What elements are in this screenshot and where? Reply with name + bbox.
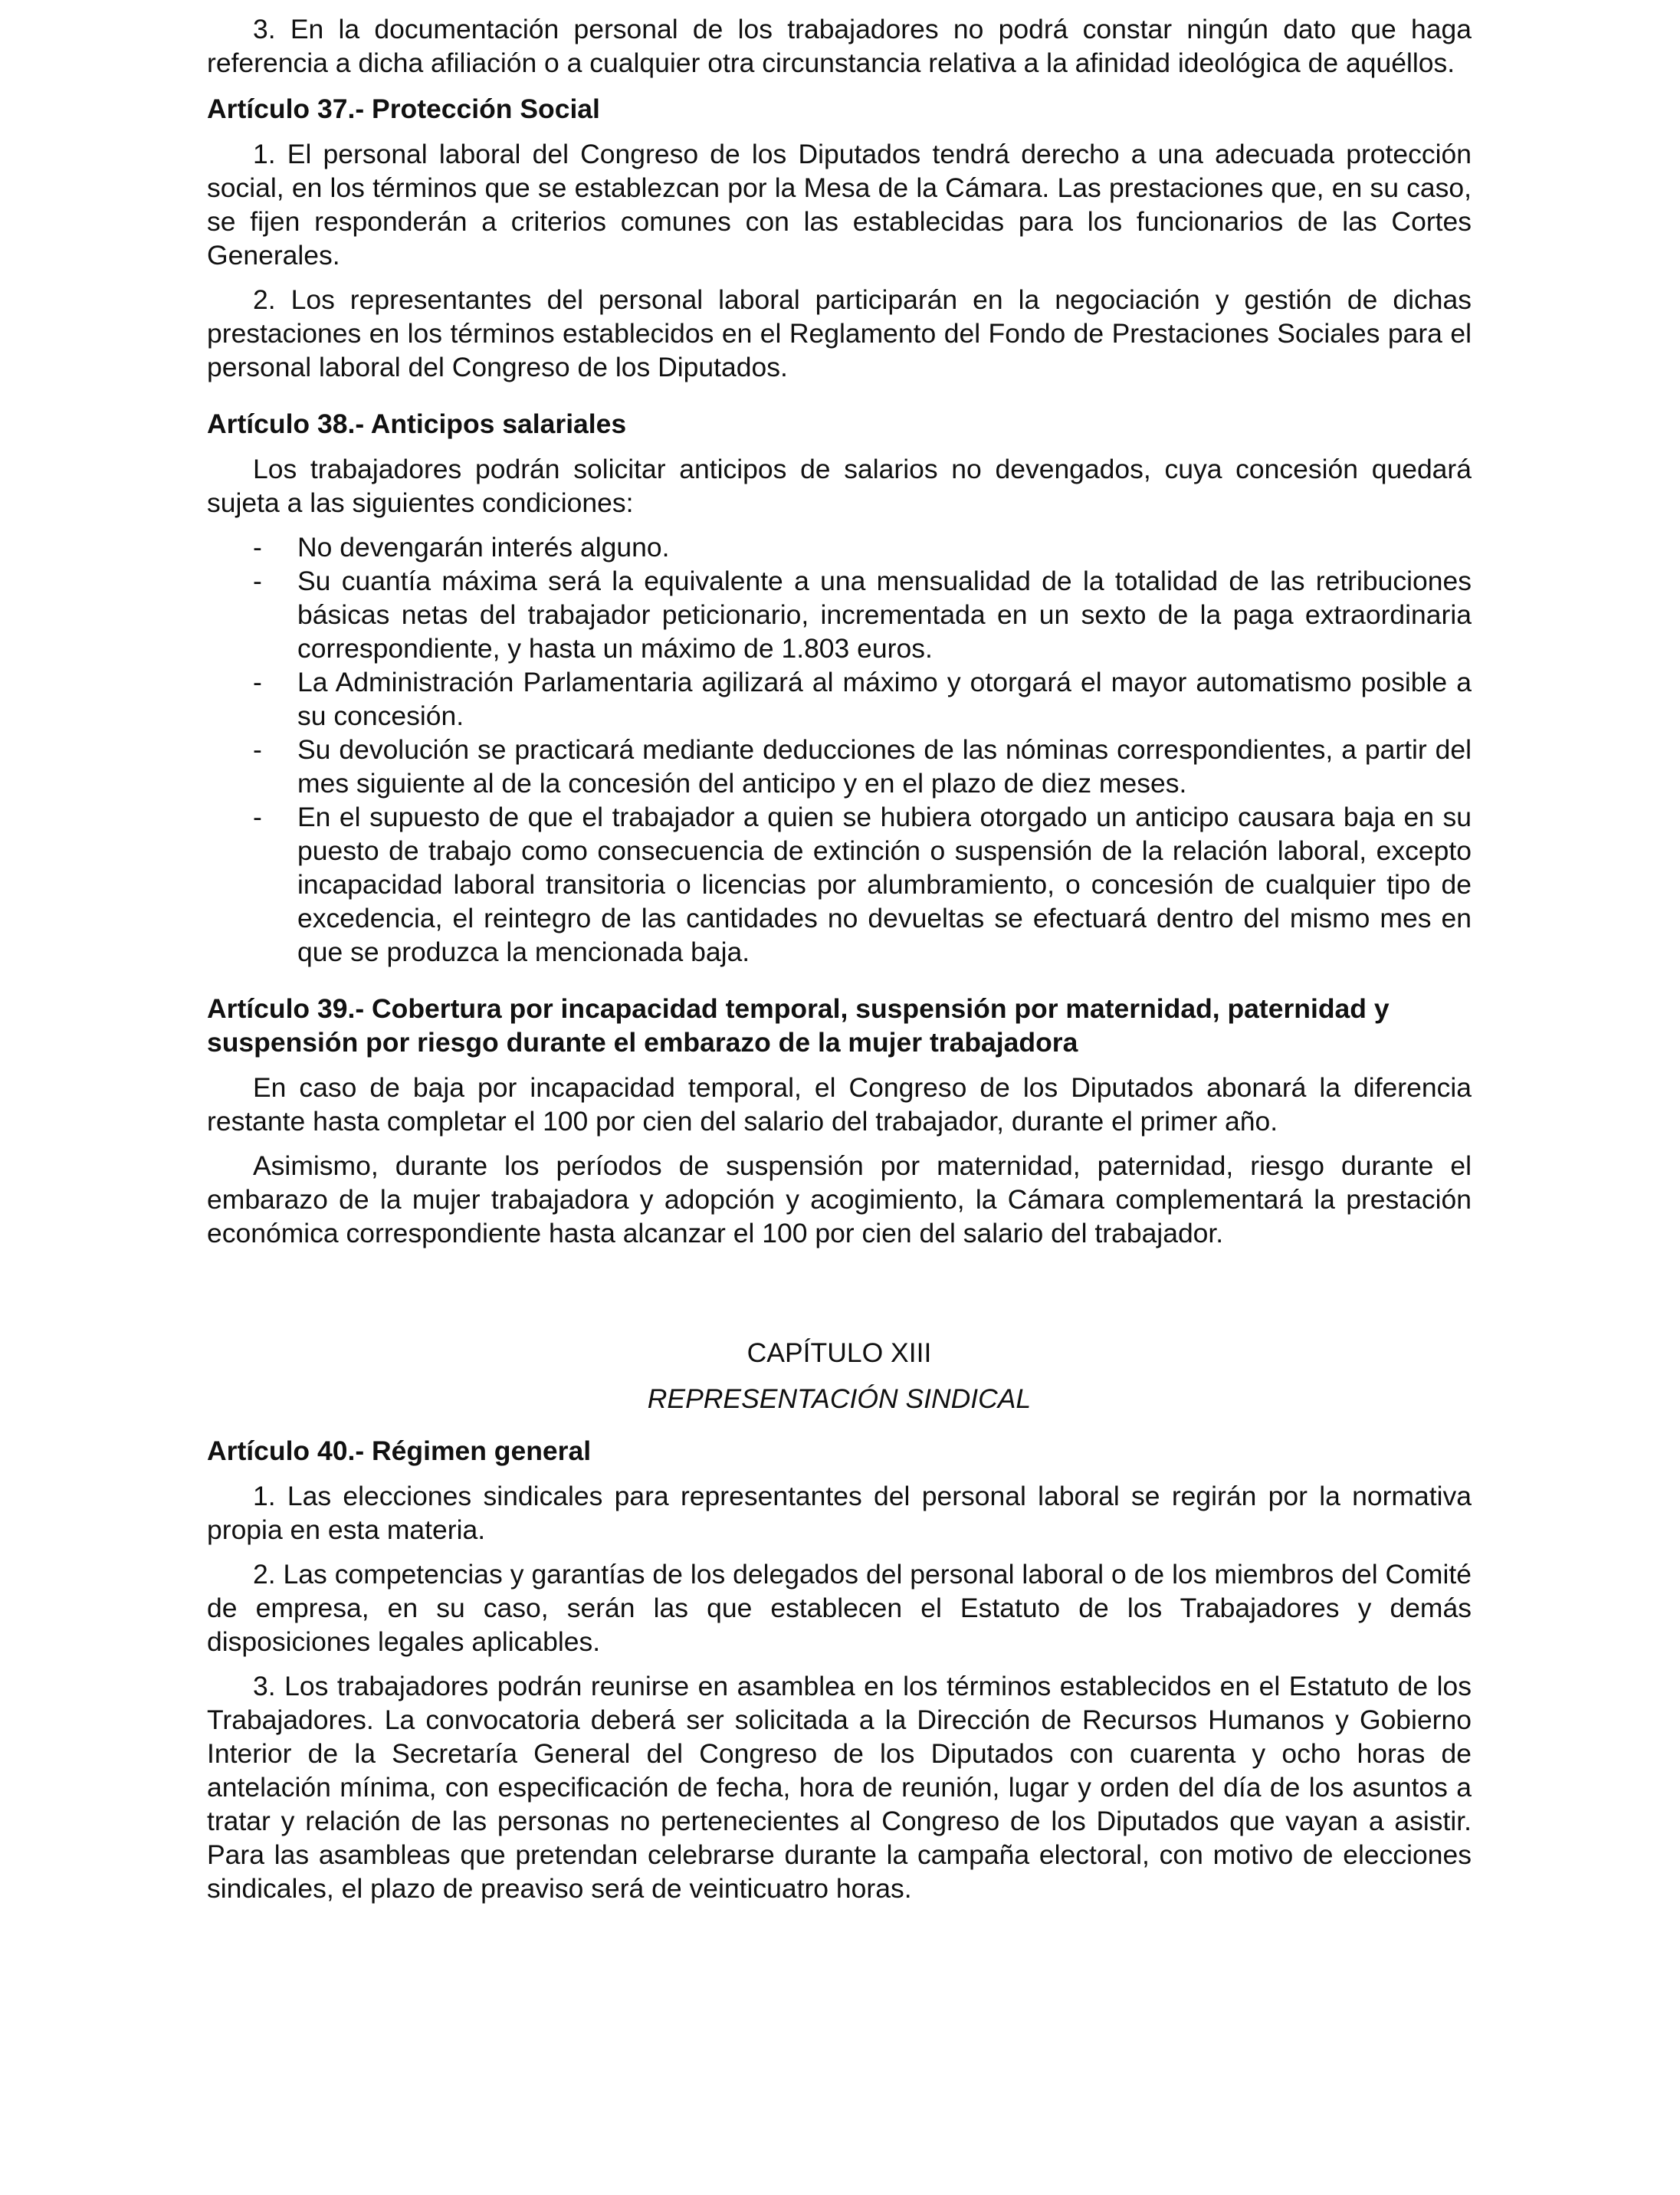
list-item xyxy=(207,564,1472,665)
article-39-paragraph-2: Asimismo, durante los períodos de suspensión por maternidad, paternidad, riesgo durante el embarazo de la mujer trabajadora y adopción y acogimiento, la Cámara complementará la prestación económica correspondiente hasta alcanzar el 100 por cien del salario del trabajador. xyxy=(207,1150,1472,1248)
article-39-heading: Artículo 39.- Cobertura por incapacidad temporal, suspensión por maternidad, paternidad y suspensión por riesgo durante el embarazo de la mujer trabajadora xyxy=(207,993,1390,1058)
list-item-text: No devengarán interés alguno. xyxy=(297,532,670,563)
article-37-paragraph-2: 2. Los representantes del personal laboral participarán en la negociación y gestión de dichas prestaciones en los términos establecidos en el Reglamento del Fondo de Prestaciones Sociales para el personal laboral del Congreso de los Diputados. xyxy=(207,284,1472,382)
paragraph-afiliacion: 3. En la documentación personal de los trabajadores no podrá constar ningún dato que haga referencia a dicha afiliación o a cualquier otra circunstancia relativa a la afinidad ideológica de aquéllos. xyxy=(207,14,1472,78)
article-40-paragraph-1: 1. Las elecciones sindicales para representantes del personal laboral se regirán por la normativa propia en esta materia. xyxy=(207,1481,1472,1545)
list-item-text: En el supuesto de que el trabajador a quien se hubiera otorgado un anticipo causara baja en su puesto de trabajo como consecuencia de extinción o suspensión de la relación laboral, excepto incapacidad laboral transitoria o licencias por alumbramiento, o concesión de cualquier tipo de excedencia, el reintegro de las cantidades no devueltas se efectuará dentro del mismo mes en que se produzca la mencionada baja. xyxy=(297,802,1472,967)
article-37-heading: Artículo 37.- Protección Social xyxy=(207,94,600,124)
list-item xyxy=(207,665,1472,733)
document-page xyxy=(207,12,1472,1916)
article-38-conditions-list xyxy=(207,530,1472,969)
dash-marker: - xyxy=(253,734,262,765)
list-item-text: La Administración Parlamentaria agilizará al máximo y otorgará el mayor automatismo posible a su concesión. xyxy=(297,667,1472,731)
list-item xyxy=(207,800,1472,969)
article-38-intro: Los trabajadores podrán solicitar anticipos de salarios no devengados, cuya concesión quedará sujeta a las siguientes condiciones: xyxy=(207,454,1472,518)
dash-marker: - xyxy=(253,802,262,832)
article-39-paragraph-1: En caso de baja por incapacidad temporal, el Congreso de los Diputados abonará la diferencia restante hasta completar el 100 por cien del salario del trabajador, durante el primer año. xyxy=(207,1072,1472,1137)
chapter-subtitle: REPRESENTACIÓN SINDICAL xyxy=(647,1383,1032,1414)
article-40-heading: Artículo 40.- Régimen general xyxy=(207,1435,592,1466)
article-40-paragraph-2: 2. Las competencias y garantías de los delegados del personal laboral o de los miembros del Comité de empresa, en su caso, serán las que establecen el Estatuto de los Trabajadores y demás disposiciones legales aplicables. xyxy=(207,1559,1472,1657)
article-37-paragraph-1: 1. El personal laboral del Congreso de los Diputados tendrá derecho a una adecuada protección social, en los términos que se establezcan por la Mesa de la Cámara. Las prestaciones que, en su caso, se fijen responderán a criterios comunes con las establecidas para los funcionarios de las Cortes Generales. xyxy=(207,139,1472,271)
dash-marker: - xyxy=(253,667,262,697)
chapter-title: CAPÍTULO XIII xyxy=(746,1337,932,1368)
list-item xyxy=(207,530,1472,564)
article-40-paragraph-3: 3. Los trabajadores podrán reunirse en asamblea en los términos establecidos en el Estatuto de los Trabajadores. La convocatoria deberá ser solicitada a la Dirección de Recursos Humanos y Gobierno Interior de la Secretaría General del Congreso de los Diputados con cuarenta y ocho horas de antelación mínima, con especificación de fecha, hora de reunión, lugar y orden del día de los asuntos a tratar y relación de las personas no pertenecientes al Congreso de los Diputados que vayan a asistir. Para las asambleas que pretendan celebrarse durante la campaña electoral, con motivo de elecciones sindicales, el plazo de preaviso será de veinticuatro horas. xyxy=(207,1671,1472,1904)
list-item-text: Su devolución se practicará mediante deducciones de las nóminas correspondientes, a partir del mes siguiente al de la concesión del anticipo y en el plazo de diez meses. xyxy=(297,734,1472,799)
article-38-heading: Artículo 38.- Anticipos salariales xyxy=(207,408,627,439)
list-item xyxy=(207,733,1472,800)
dash-marker: - xyxy=(253,532,262,563)
dash-marker: - xyxy=(253,566,262,596)
list-item-text: Su cuantía máxima será la equivalente a una mensualidad de la totalidad de las retribuciones básicas netas del trabajador peticionario, incrementada en un sexto de la paga extraordinaria correspondiente, y hasta un máximo de 1.803 euros. xyxy=(297,566,1472,664)
